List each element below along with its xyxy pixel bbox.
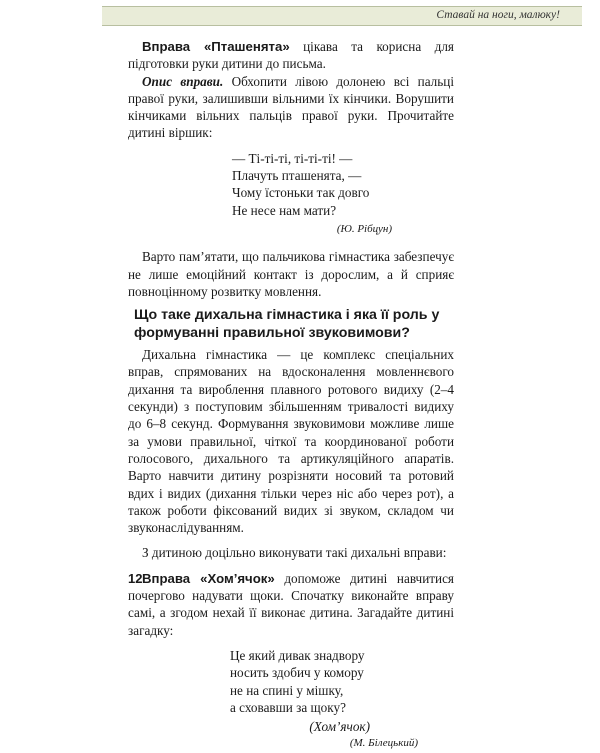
exercise1-title: Вправа «Пташенята» — [142, 39, 290, 54]
exercise2-title: Вправа «Хом’ячок» — [142, 570, 275, 586]
exercise1-description — [128, 73, 454, 142]
riddle-line: не на спині у мішку, — [230, 682, 344, 698]
riddle-line: а сховавши за щоку? — [230, 699, 346, 715]
riddle-line: Це який дивак знадвору — [230, 647, 365, 663]
riddle-author: (М. Білецький) — [349, 737, 418, 750]
exercise2-paragraph — [128, 570, 454, 639]
exercise1-intro-text: цікава та корисна для підготовки руки дитини до письма. — [128, 39, 454, 72]
description-text: Обхопити лівою долонею всі пальці правої руки, залишивши вільними їх кінчики. Ворушити кінчиками вільних пальців правої руки. Прочитайте дитині віршик: — [128, 73, 454, 141]
riddle — [230, 647, 454, 716]
question-heading: Що таке дихальна гімнастика і яка її роль у формуванні правильної звуковимови? — [134, 307, 440, 342]
body-paragraph: Дихальна гімнастика — це комплекс спеціальних вправ, спрямованих на вдосконалення мовленнєвого дихання та вироблення плавного ротового видиху (2–4 секунди) з поступовим збільшенням тривалості видиху до 6–8 секунд. Формування звуковимови можливе лише за умови правильної, чіткої та координованої роботи голосового, дихального та артикуляційного апаратів. Варто навчити дитину розрізняти носовий та ротовий вдих і видих (дихання тільки через ніс або через рот), а також роботи фіксований видих зі звуком, складом чи звуконаслідуванням. — [128, 347, 454, 536]
poem-author: (Ю. Рібцун) — [336, 222, 392, 235]
memo-paragraph: Варто пам’ятати, що пальчикова гімнастика забезпечує не лише емоційний контакт із дорослим, а й сприяє повноцінному розвитку мовлення. — [128, 249, 454, 299]
header-bar — [102, 6, 582, 26]
page-number: 12 — [128, 571, 143, 586]
poem-line: Плачуть пташенята, — — [232, 168, 362, 184]
description-label: Опис вправи. — [142, 73, 224, 89]
riddle-answer: (Хом’ячок) — [309, 719, 370, 735]
poem — [232, 150, 454, 219]
poem-line: Не несе нам мати? — [232, 202, 337, 218]
poem-line: Чому їстоньки так довго — [232, 185, 370, 201]
exercise2-text: допоможе дитині навчитися почергово надувати щоки. Спочатку виконайте вправу самі, а згодом нехай її виконає дитина. Загадайте дитині загадку: — [128, 570, 454, 638]
exercise1-intro — [128, 38, 454, 73]
riddle-line: носить здобич у комору — [230, 665, 364, 681]
exercises-intro: З дитиною доцільно виконувати такі дихальні вправи: — [142, 545, 447, 561]
poem-line: — Ті-ті-ті, ті-ті-ті! — — [232, 150, 353, 166]
header-title: Ставай на ноги, малюку! — [436, 9, 560, 21]
page-content — [128, 38, 454, 753]
